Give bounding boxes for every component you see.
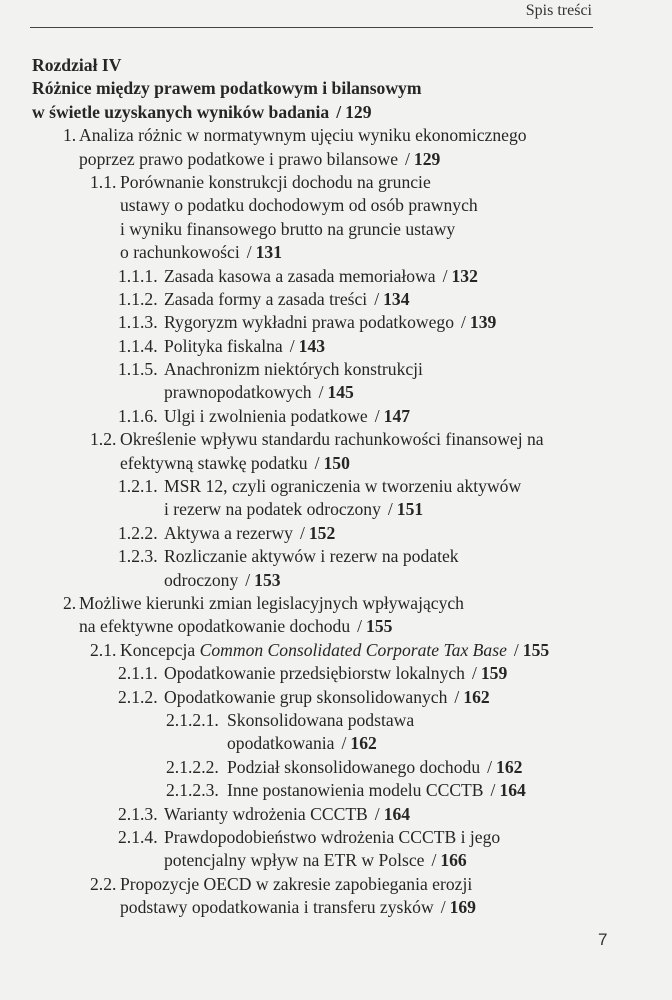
toc-entry-line bbox=[0, 826, 672, 849]
page-separator: / bbox=[357, 616, 363, 637]
toc-entry-line bbox=[0, 241, 672, 264]
toc-entry-number: 1.1.1. bbox=[118, 265, 158, 286]
toc-entry-number: 2.1.2. bbox=[118, 686, 158, 707]
toc-entry-text: efektywną stawkę podatku / 150 bbox=[120, 452, 350, 473]
toc-entry-text: na efektywne opodatkowanie dochodu / 155 bbox=[79, 616, 393, 637]
toc-entry-line bbox=[0, 405, 672, 428]
toc-entry-text: Zasada formy a zasada treści / 134 bbox=[164, 288, 410, 309]
toc-entry-number: 2.1. bbox=[90, 639, 117, 660]
page-separator: / bbox=[487, 756, 493, 777]
toc-entry-text: Porównanie konstrukcji dochodu na gruncie bbox=[120, 171, 431, 192]
page-separator: / bbox=[336, 101, 342, 122]
toc-entry-line bbox=[0, 686, 672, 709]
page-ref: 164 bbox=[383, 803, 411, 824]
toc-entry-line bbox=[0, 662, 672, 685]
chapter-title-line bbox=[0, 77, 672, 100]
chapter-title-text: Rozdział IV bbox=[32, 55, 122, 75]
page-separator: / bbox=[318, 382, 324, 403]
page-separator: / bbox=[314, 452, 320, 473]
page-ref: 164 bbox=[499, 780, 526, 801]
toc-entry-text: ustawy o podatku dochodowym od osób prawnych bbox=[120, 195, 478, 216]
toc-entry-number: 2.1.1. bbox=[118, 663, 158, 684]
toc-entry-text: Ulgi i zwolnienia podatkowe / 147 bbox=[164, 405, 411, 426]
toc-entry-number: 2.1.4. bbox=[118, 826, 158, 847]
toc-entry-text: Skonsolidowana podstawa bbox=[227, 709, 415, 730]
toc-entry-line bbox=[0, 756, 672, 779]
toc-entry-line bbox=[0, 849, 672, 872]
toc-entry-text: Prawdopodobieństwo wdrożenia CCCTB i jego bbox=[164, 826, 501, 847]
toc-entry-text: Podział skonsolidowanego dochodu / 162 bbox=[227, 756, 523, 777]
page-separator: / bbox=[245, 569, 251, 590]
page-ref: 166 bbox=[440, 850, 467, 871]
toc-entry-number: 2. bbox=[63, 592, 77, 613]
toc-entry-line bbox=[0, 779, 672, 802]
toc-entry-text: Koncepcja Common Consolidated Corporate Tax Base / 155 bbox=[120, 639, 550, 660]
toc-entry-text: i wyniku finansowego brutto na gruncie ustawy bbox=[120, 218, 456, 239]
toc-entry-line bbox=[0, 709, 672, 732]
toc-entry-text: Inne postanowienia modelu CCCTB / 164 bbox=[227, 780, 526, 801]
toc-entry-line bbox=[0, 569, 672, 592]
page-separator: / bbox=[387, 499, 393, 520]
page-separator: / bbox=[513, 639, 519, 660]
toc-entry-line bbox=[0, 498, 672, 521]
toc-entry-italic-text: Common Consolidated Corporate Tax Base bbox=[199, 639, 507, 660]
toc-entry-number: 1.2.1. bbox=[118, 476, 158, 497]
page-ref: 132 bbox=[451, 265, 478, 286]
page-ref: 155 bbox=[522, 639, 550, 660]
page-separator: / bbox=[442, 265, 448, 286]
toc-entry-number: 2.1.2.2. bbox=[166, 756, 219, 777]
toc-entry-number: 2.1.2.3. bbox=[166, 780, 219, 801]
page-ref: 162 bbox=[350, 733, 377, 754]
page-separator: / bbox=[405, 148, 410, 169]
toc-entry-number: 1.1. bbox=[90, 171, 117, 192]
page-ref: 129 bbox=[413, 148, 441, 169]
page-ref: 152 bbox=[308, 522, 336, 543]
page-ref: 169 bbox=[449, 897, 476, 918]
header-rule bbox=[30, 27, 593, 28]
toc-entry-line bbox=[0, 615, 672, 638]
toc-entry-line bbox=[0, 428, 672, 451]
page-ref: 150 bbox=[323, 452, 350, 473]
toc-entry-line bbox=[0, 592, 672, 615]
page-ref: 129 bbox=[345, 101, 372, 122]
page-ref: 131 bbox=[255, 242, 282, 263]
toc-entry-number: 1.2. bbox=[90, 429, 117, 450]
toc-entry-number: 1.1.3. bbox=[118, 312, 158, 333]
toc-entry-number: 1. bbox=[63, 125, 77, 146]
page-separator: / bbox=[341, 733, 347, 754]
toc-entry-number: 1.2.3. bbox=[118, 546, 158, 567]
chapter-title-text: w świetle uzyskanych wyników badania / 129 bbox=[32, 101, 372, 122]
toc-entry-text: Zasada kasowa a zasada memoriałowa / 132 bbox=[164, 265, 478, 286]
toc-entry-number: 1.1.5. bbox=[118, 359, 158, 380]
toc-entry-line bbox=[0, 452, 672, 475]
toc-entry-text: Możliwe kierunki zmian legislacyjnych wpływających bbox=[79, 592, 464, 613]
running-head: Spis treści bbox=[525, 2, 592, 19]
page-ref: 147 bbox=[383, 405, 411, 426]
toc-entry-number: 2.1.3. bbox=[118, 803, 158, 824]
toc-entry-line bbox=[0, 124, 672, 147]
toc-entry-text: Rygoryzm wykładni prawa podatkowego / 139 bbox=[164, 312, 497, 333]
page-number: 7 bbox=[598, 930, 608, 949]
toc-entry-text: i rezerw na podatek odroczony / 151 bbox=[164, 499, 424, 520]
toc-entry-text: Rozliczanie aktywów i rezerw na podatek bbox=[164, 546, 459, 567]
toc-entry-line bbox=[0, 803, 672, 826]
toc-entry-line bbox=[0, 265, 672, 288]
page-ref: 143 bbox=[298, 335, 326, 356]
page-separator: / bbox=[471, 663, 477, 684]
table-of-contents bbox=[0, 54, 672, 919]
toc-entry-number: 2.1.2.1. bbox=[166, 709, 219, 730]
page-separator: / bbox=[431, 850, 437, 871]
toc-entry-line bbox=[0, 896, 672, 919]
toc-entry-line bbox=[0, 194, 672, 217]
toc-entry-line bbox=[0, 288, 672, 311]
chapter-title-line bbox=[0, 101, 672, 124]
page-separator: / bbox=[461, 312, 466, 333]
toc-entry-text: MSR 12, czyli ograniczenia w tworzeniu aktywów bbox=[164, 476, 522, 497]
page-separator: / bbox=[374, 288, 380, 309]
page-separator: / bbox=[374, 405, 380, 426]
page-separator: / bbox=[490, 780, 496, 801]
toc-entry-line bbox=[0, 335, 672, 358]
page-ref: 155 bbox=[366, 616, 393, 637]
toc-entry-line bbox=[0, 732, 672, 755]
chapter-title-line bbox=[0, 54, 672, 77]
page-ref: 139 bbox=[469, 312, 497, 333]
page-ref: 145 bbox=[327, 382, 354, 403]
page-ref: 153 bbox=[254, 569, 281, 590]
page-separator: / bbox=[440, 897, 446, 918]
toc-entry-line bbox=[0, 171, 672, 194]
toc-entry-text: Aktywa a rezerwy / 152 bbox=[164, 522, 336, 543]
toc-entry-line bbox=[0, 545, 672, 568]
page-ref: 151 bbox=[396, 499, 424, 520]
toc-entry-text: Warianty wdrożenia CCCTB / 164 bbox=[164, 803, 411, 824]
page-ref: 159 bbox=[480, 663, 508, 684]
toc-entry-number: 1.2.2. bbox=[118, 522, 158, 543]
toc-entry-line bbox=[0, 639, 672, 662]
page-separator: / bbox=[246, 242, 252, 263]
toc-entry-line bbox=[0, 522, 672, 545]
toc-entry-text: Określenie wpływu standardu rachunkowości finansowej na bbox=[120, 429, 544, 450]
page-separator: / bbox=[289, 335, 295, 356]
page-ref: 162 bbox=[496, 756, 523, 777]
toc-entry-line bbox=[0, 475, 672, 498]
toc-entry-text: Opodatkowanie przedsiębiorstw lokalnych / 159 bbox=[164, 663, 508, 684]
page-ref: 134 bbox=[383, 288, 410, 309]
toc-entry-number: 2.2. bbox=[90, 873, 117, 894]
page-separator: / bbox=[374, 803, 380, 824]
toc-entry-text: Anachronizm niektórych konstrukcji bbox=[164, 359, 423, 380]
toc-entry-text: potencjalny wpływ na ETR w Polsce / 166 bbox=[164, 850, 467, 871]
toc-entry-text: prawnopodatkowych / 145 bbox=[164, 382, 354, 403]
toc-entry-line bbox=[0, 218, 672, 241]
toc-entry-text: poprzez prawo podatkowe i prawo bilansowe / 129 bbox=[79, 148, 441, 169]
toc-entry-line bbox=[0, 381, 672, 404]
toc-entry-text: podstawy opodatkowania i transferu zysków / 169 bbox=[120, 897, 476, 918]
toc-entry-text: Opodatkowanie grup skonsolidowanych / 162 bbox=[164, 686, 490, 707]
toc-entry-text: Analiza różnic w normatywnym ujęciu wyniku ekonomicznego bbox=[79, 125, 527, 146]
toc-entry-number: 1.1.4. bbox=[118, 335, 158, 356]
toc-entry-text: opodatkowania / 162 bbox=[227, 733, 377, 754]
toc-entry-line bbox=[0, 873, 672, 896]
toc-entry-line bbox=[0, 148, 672, 171]
toc-entry-text: Polityka fiskalna / 143 bbox=[164, 335, 326, 356]
page-separator: / bbox=[299, 522, 305, 543]
toc-entry-text: Propozycje OECD w zakresie zapobiegania erozji bbox=[120, 873, 473, 894]
chapter-title-text: Różnice między prawem podatkowym i bilansowym bbox=[32, 78, 422, 99]
page-separator: / bbox=[454, 686, 460, 707]
toc-entry-text: o rachunkowości / 131 bbox=[120, 242, 282, 263]
page-ref: 162 bbox=[463, 686, 490, 707]
toc-entry-number: 1.1.6. bbox=[118, 405, 158, 426]
toc-entry-text: odroczony / 153 bbox=[164, 569, 281, 590]
toc-entry-number: 1.1.2. bbox=[118, 288, 158, 309]
toc-entry-line bbox=[0, 358, 672, 381]
toc-entry-line bbox=[0, 311, 672, 334]
